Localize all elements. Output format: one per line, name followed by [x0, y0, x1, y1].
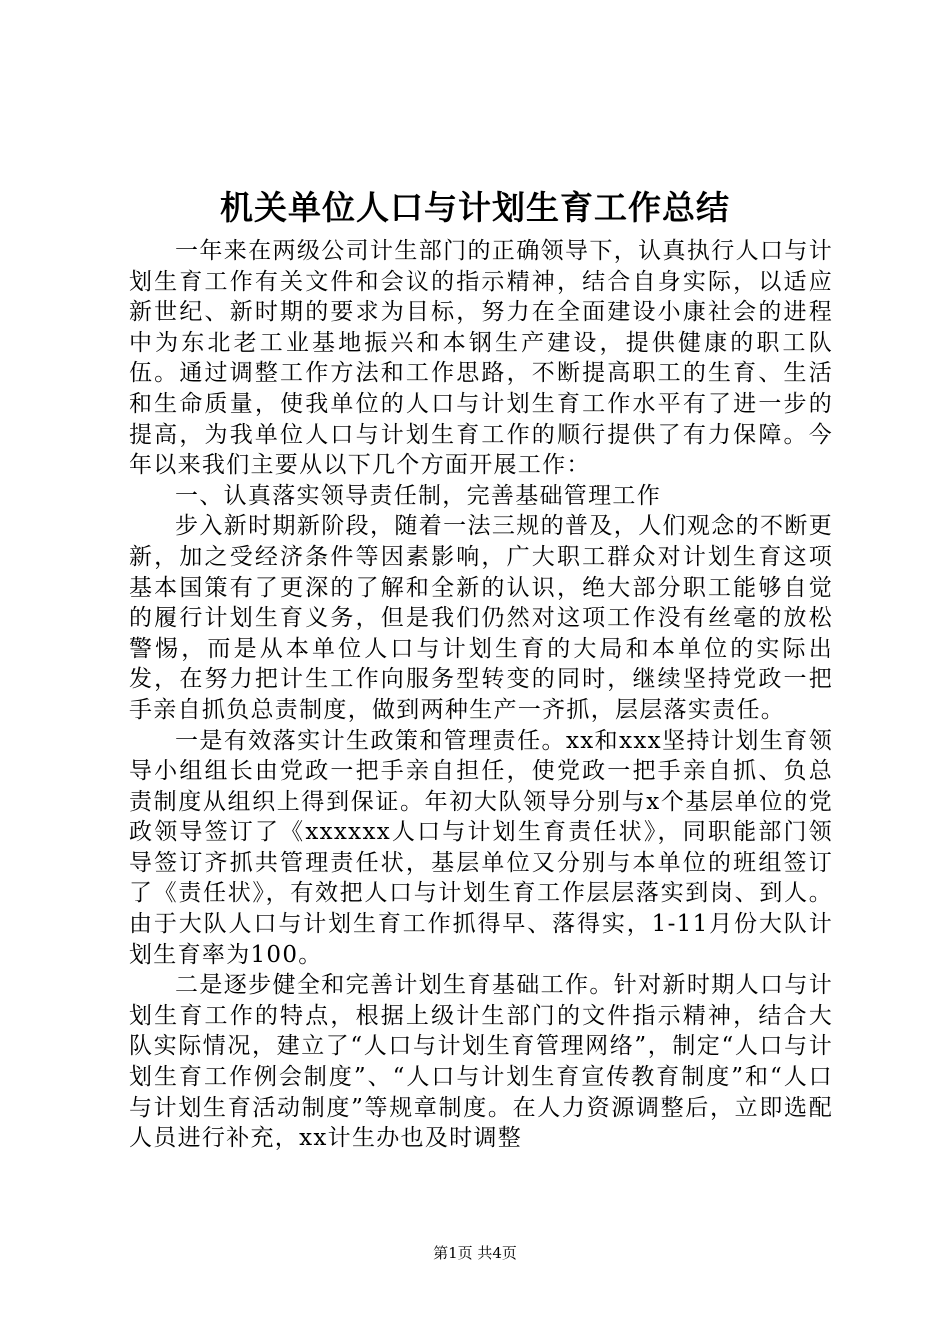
page-footer: 第1页 共4页	[433, 1244, 517, 1262]
body-paragraph: 步入新时期新阶段，随着一法三规的普及，人们观念的不断更新，加之受经济条件等因素影响，广大职工群众对计划生育这项基本国策有了更深的了解和全新的认识，绝大部分职工能够自觉的履行计划生育义务，但是我们仍然对这项工作没有丝毫的放松警惕，而是从本单位人口与计划生育的大局和本单位的实际出发，在努力把计生工作向服务型转变的同时，继续坚持党政一把手亲自抓负总责制度，做到两种生产一齐抓，层层落实责任。	[129, 513, 833, 723]
section-heading: 一、认真落实领导责任制，完善基础管理工作	[175, 482, 661, 509]
body-paragraph: 二是逐步健全和完善计划生育基础工作。针对新时期人口与计划生育工作的特点，根据上级计生部门的文件指示精神，结合大队实际情况，建立了“人口与计划生育管理网络”，制定“人口与计划生育工作例会制度”、“人口与计划生育宣传教育制度”和“人口与计划生育活动制度”等规章制度。在人力资源调整后，立即选配人员进行补充，xx计生办也及时调整	[129, 972, 833, 1152]
intro-paragraph: 一年来在两级公司计生部门的正确领导下，认真执行人口与计划生育工作有关文件和会议的指示精神，结合自身实际，以适应新世纪、新时期的要求为目标，努力在全面建设小康社会的进程中为东北老工业基地振兴和本钢生产建设，提供健康的职工队伍。通过调整工作方法和工作思路，不断提高职工的生育、生活和生命质量，使我单位的人口与计划生育工作水平有了进一步的提高，为我单位人口与计划生育工作的顺行提供了有力保障。今年以来我们主要从以下几个方面开展工作：	[129, 238, 833, 479]
document-title: 机关单位人口与计划生育工作总结	[220, 188, 730, 227]
document-body	[129, 236, 833, 1154]
body-paragraph: 一是有效落实计生政策和管理责任。xx和xxx坚持计划生育领导小组组长由党政一把手亲自担任，使党政一把手亲自抓、负总责制度从组织上得到保证。年初大队领导分别与x个基层单位的党政领导签订了《xxxxxx人口与计划生育责任状》，同职能部门领导签订齐抓共管理责任状，基层单位又分别与本单位的班组签订了《责任状》，有效把人口与计划生育工作层层落实到岗、到人。由于大队人口与计划生育工作抓得早、落得实，1-11月份大队计划生育率为100。	[129, 727, 833, 968]
